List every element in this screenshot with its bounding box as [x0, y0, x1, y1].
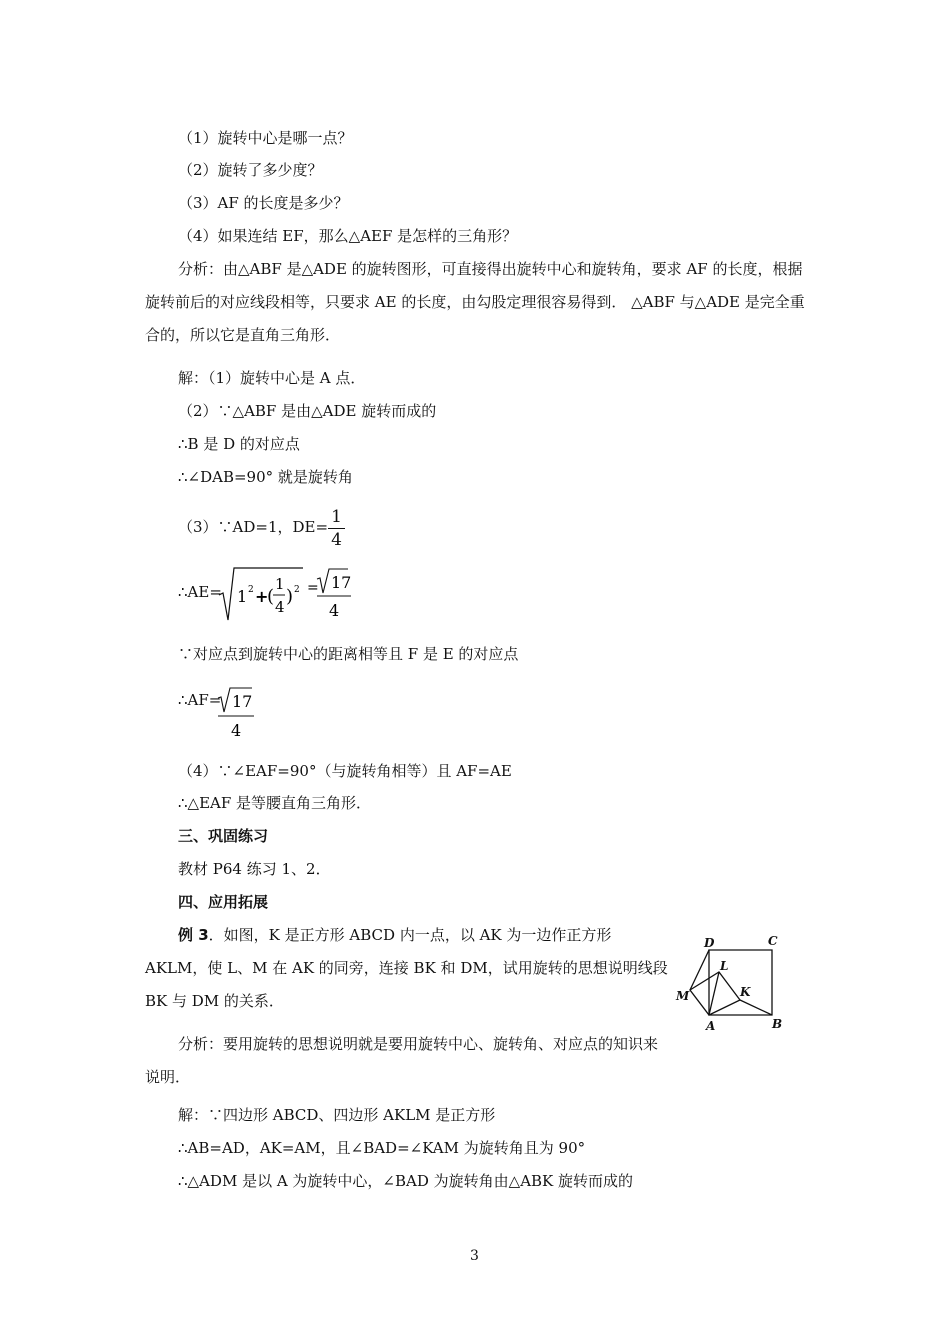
question-1: （1）旋转中心是哪一点？ — [178, 129, 353, 147]
segment-bk — [740, 1000, 772, 1015]
square-abcd — [709, 950, 772, 1015]
question-2: （2）旋转了多少度？ — [178, 161, 323, 179]
fraction-numerator: 1 — [328, 506, 345, 529]
solution-3: ∴B 是 D 的对应点 — [178, 435, 300, 453]
label-b: B — [772, 1017, 783, 1031]
label-d: D — [704, 936, 715, 950]
label-m: M — [676, 989, 690, 1003]
label-c: C — [768, 934, 778, 948]
ae-equals: = — [307, 580, 319, 596]
solution-1: 解：（1）旋转中心是 A 点． — [178, 369, 366, 387]
analysis-paragraph-1: 分析：由△ABF 是△ADE 的旋转图形，可直接得出旋转中心和旋转角，要求 AF 的长度，根据旋转前后的对应线段相等，只要求 AE 的长度，由勾股定理很容易得到． △ABF 与△ADE 是完全重合的，所以它是直角三角形． — [145, 260, 805, 344]
solution-6 — [178, 568, 222, 620]
solution-4: ∴∠DAB=90° 就是旋转角 — [178, 468, 353, 486]
square-figure — [672, 930, 792, 1035]
ae-paren-left: ( — [267, 586, 275, 607]
segment-al — [709, 972, 719, 1015]
solution-9: （4）∵∠EAF=90°（与旋转角相等）且 AF=AE — [178, 762, 512, 780]
ae-inner-numerator: 1 — [275, 575, 285, 593]
af-formula — [216, 684, 266, 740]
solution-2: （2）∵△ABF 是由△ADE 旋转而成的 — [178, 402, 437, 420]
example-3-paragraph — [145, 919, 670, 1018]
solution-12: ∴AB=AD，AK=AM，且∠BAD=∠KAM 为旋转角且为 90° — [178, 1139, 586, 1157]
ae-one: 1 — [237, 587, 248, 606]
label-k: K — [740, 985, 751, 999]
ae-square-2: 2 — [294, 585, 300, 595]
af-denominator: 4 — [231, 721, 242, 740]
label-l: L — [720, 959, 729, 973]
square-aklm — [690, 972, 740, 1015]
exercise-reference: 教材 P64 练习 1、2． — [178, 860, 331, 878]
solution-8-text: ∴AF= — [178, 691, 222, 709]
section-heading-3: 三、巩固练习 — [178, 827, 269, 845]
result-denominator: 4 — [329, 601, 340, 620]
solution-5 — [178, 505, 345, 551]
question-3: （3）AF 的长度是多少？ — [178, 194, 349, 212]
af-radicand: 17 — [232, 692, 253, 711]
fraction-de — [328, 506, 345, 551]
solution-6-text: ∴AE= — [178, 583, 222, 601]
solution-8 — [178, 688, 221, 712]
ae-inner-denominator: 4 — [275, 598, 285, 616]
solution-7: ∵对应点到旋转中心的距离相等且 F 是 E 的对应点 — [178, 645, 519, 663]
example-3-label: 例 3 — [178, 926, 209, 944]
solution-11: 解：∵四边形 ABCD、四边形 AKLM 是正方形 — [178, 1106, 496, 1124]
fraction-denominator: 4 — [331, 529, 342, 550]
example-3-text: ．如图，K 是正方形 ABCD 内一点，以 AK 为一边作正方形 AKLM，使 L、M 在 AK 的同旁，连接 BK 和 DM，试用旋转的思想说明线段 BK 与 DM 的关系． — [145, 926, 668, 1010]
page-number: 3 — [470, 1248, 479, 1264]
ae-square: 2 — [248, 585, 254, 595]
label-a: A — [706, 1019, 716, 1033]
ae-formula — [217, 565, 357, 625]
result-radicand: 17 — [331, 573, 352, 592]
ae-plus: + — [255, 587, 269, 606]
analysis-paragraph-2: 分析：要用旋转的思想说明就是要用旋转中心、旋转角、对应点的知识来说明． — [145, 1035, 659, 1086]
section-heading-4: 四、应用拓展 — [178, 893, 269, 911]
question-4: （4）如果连结 EF，那么△AEF 是怎样的三角形？ — [178, 227, 518, 245]
ae-paren-right: ) — [286, 586, 294, 607]
solution-13: ∴△ADM 是以 A 为旋转中心，∠BAD 为旋转角由△ABK 旋转而成的 — [178, 1172, 634, 1190]
solution-5-text: （3）∵AD=1，DE= — [178, 518, 329, 536]
solution-10: ∴△EAF 是等腰直角三角形． — [178, 794, 372, 812]
